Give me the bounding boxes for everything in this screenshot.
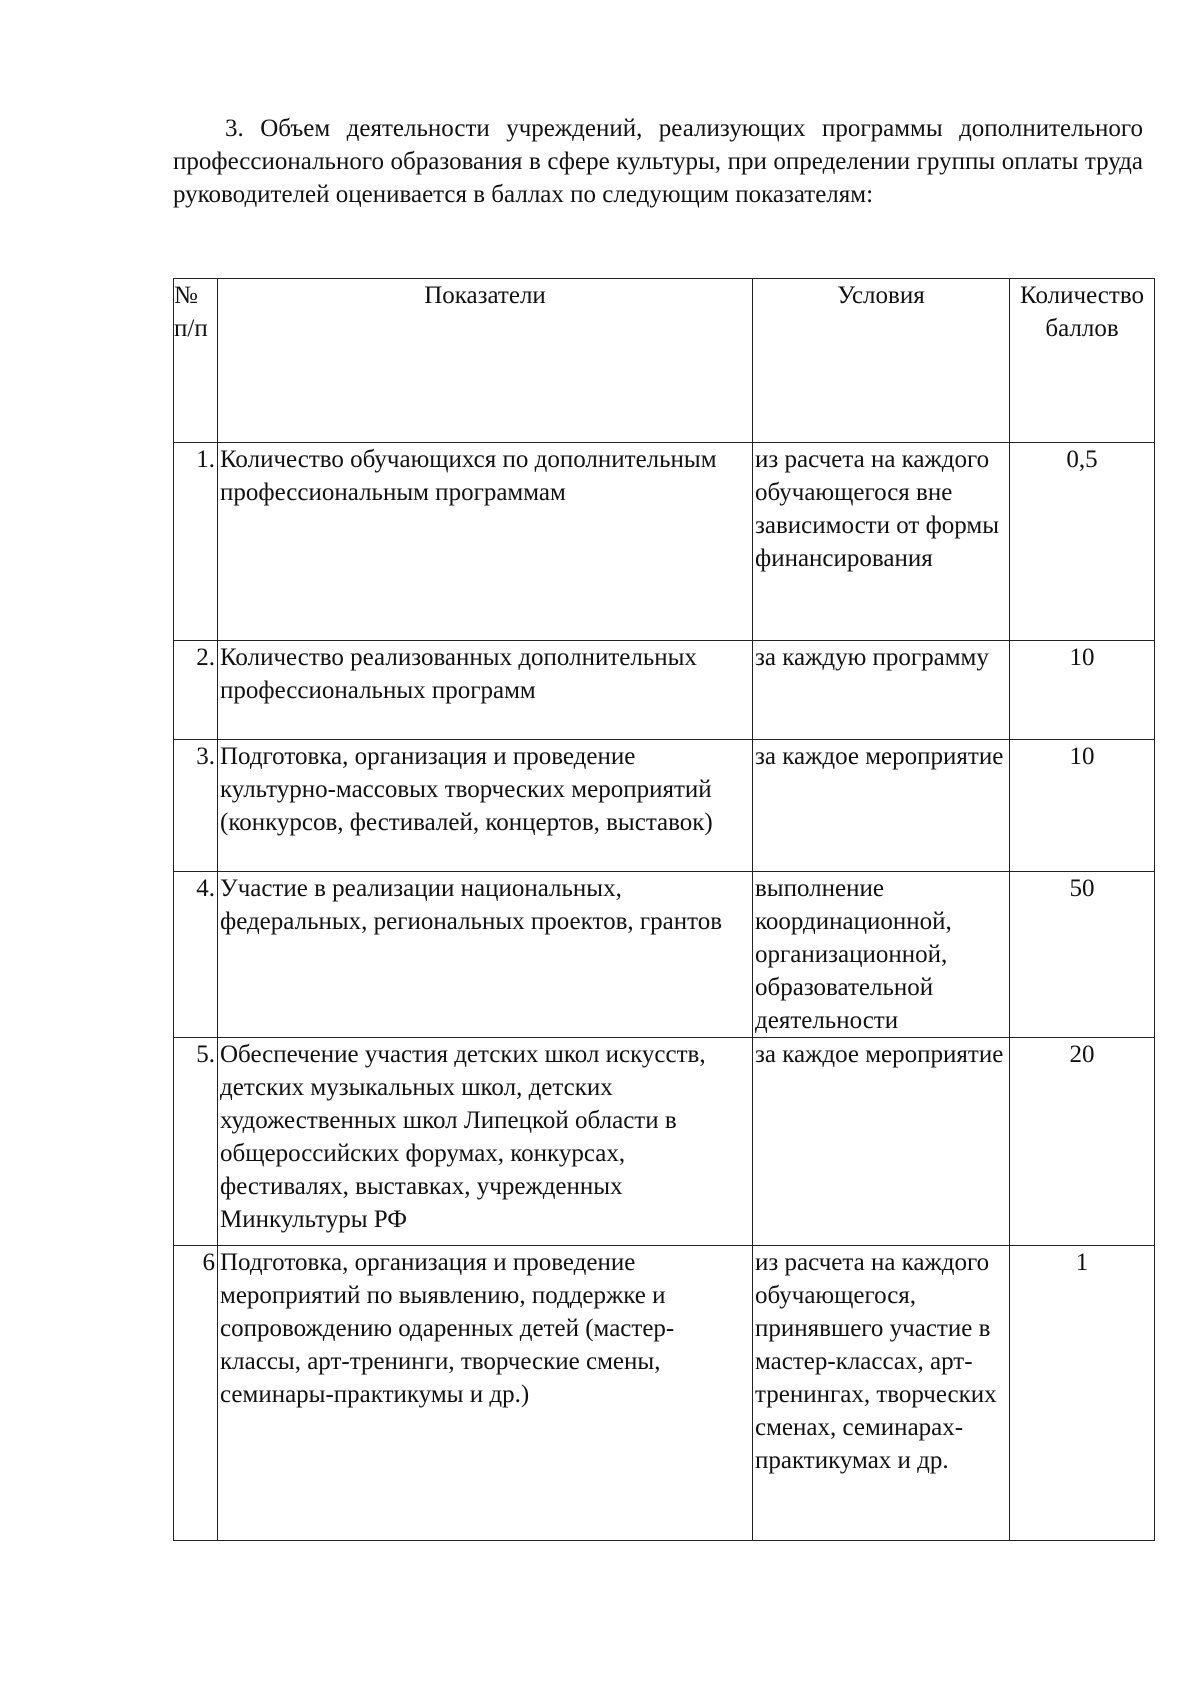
header-indicator: Показатели [218,279,753,443]
row-points: 10 [1010,740,1155,872]
row-num: 4. [174,872,218,1038]
row-indicator: Количество реализованных дополнительных профессиональных программ [218,641,753,740]
table-row [174,872,1155,1038]
table-header-row [174,279,1155,443]
row-indicator: Участие в реализации национальных, федеральных, региональных проектов, грантов [218,872,753,1038]
row-points: 0,5 [1010,443,1155,641]
row-points: 50 [1010,872,1155,1038]
row-condition: выполнение координационной, организационной, образовательной деятельности [753,872,1010,1038]
row-points: 1 [1010,1246,1155,1541]
row-points: 10 [1010,641,1155,740]
row-condition: за каждое мероприятие [753,1038,1010,1246]
table-row [174,740,1155,872]
table-row [174,641,1155,740]
row-num: 5. [174,1038,218,1246]
scoring-table [173,278,1155,1541]
table-row [174,1246,1155,1541]
row-num: 6 [174,1246,218,1541]
row-indicator: Обеспечение участия детских школ искусств, детских музыкальных школ, детских художественных школ Липецкой области в общероссийских форумах, конкурсах, фестивалях, выставках, учрежденных Минкультуры РФ [218,1038,753,1246]
row-points: 20 [1010,1038,1155,1246]
row-condition: из расчета на каждого обучающегося вне зависимости от формы финансирования [753,443,1010,641]
row-num: 1. [174,443,218,641]
row-indicator: Подготовка, организация и проведение культурно-массовых творческих мероприятий (конкурсов, фестивалей, концертов, выставок) [218,740,753,872]
row-num: 2. [174,641,218,740]
intro-paragraph: 3. Объем деятельности учреждений, реализующих программы дополнительного профессионального образования в сфере культуры, при определении группы оплаты труда руководителей оценивается в баллах по следующим показателям: [173,115,1143,208]
header-condition: Условия [753,279,1010,443]
header-num: № п/п [174,279,218,443]
row-condition: за каждое мероприятие [753,740,1010,872]
row-indicator: Подготовка, организация и проведение мероприятий по выявлению, поддержке и сопровождению одаренных детей (мастер-классы, арт-тренинги, творческие смены, семинары-практикумы и др.) [218,1246,753,1541]
table-row [174,1038,1155,1246]
row-condition: из расчета на каждого обучающегося, принявшего участие в мастер-классах, арт-тренингах, творческих сменах, семинарах-практикумах и др. [753,1246,1010,1541]
header-points: Количество баллов [1010,279,1155,443]
table-row [174,443,1155,641]
row-num: 3. [174,740,218,872]
row-indicator: Количество обучающихся по дополнительным профессиональным программам [218,443,753,641]
row-condition: за каждую программу [753,641,1010,740]
